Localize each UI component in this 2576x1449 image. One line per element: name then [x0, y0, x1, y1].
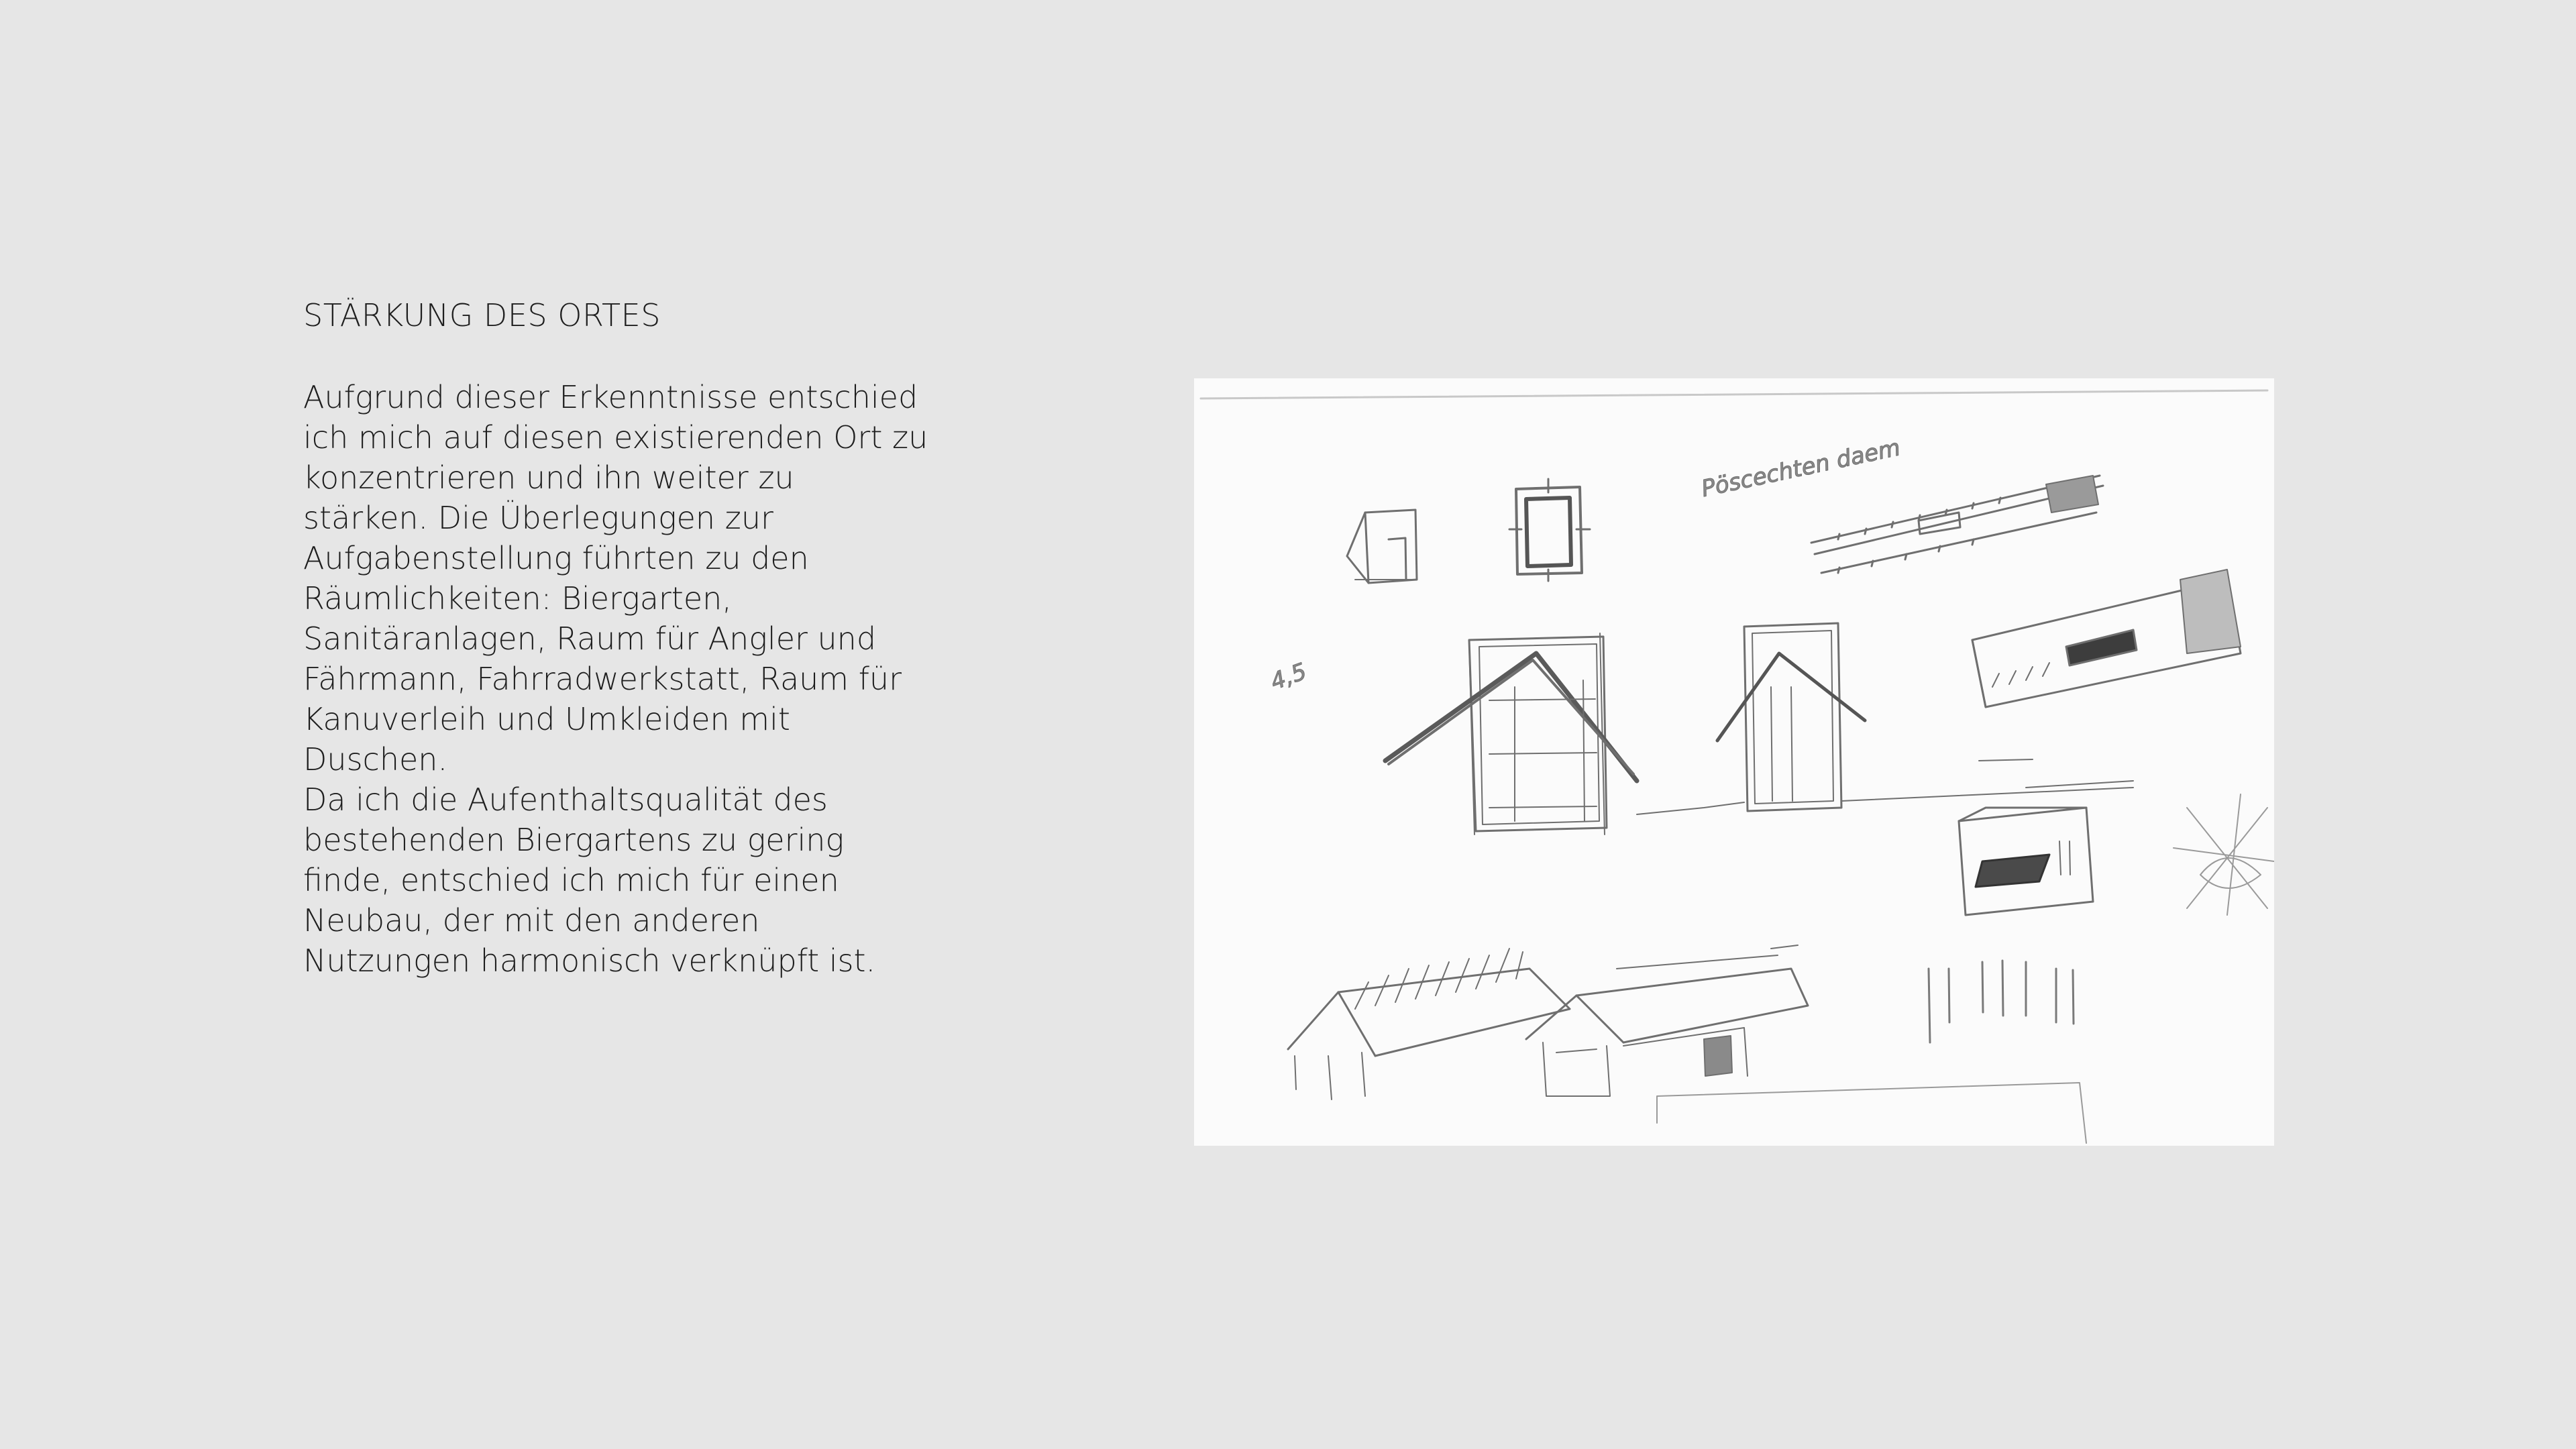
body-line: konzentrieren und ihn weiter zu	[303, 460, 794, 496]
body-line: Nutzungen harmonisch verknüpft ist.	[303, 943, 876, 979]
body-line: Sanitäranlagen, Raum für Angler und	[303, 621, 877, 657]
body-line: Duschen.	[303, 741, 448, 777]
sketch-star-scribble	[2174, 794, 2274, 915]
sketch-elevation-middle	[1717, 623, 1865, 811]
sketch-margin-note: 4,5	[1267, 657, 1311, 696]
body-line: ich mich auf diesen existierenden Ort zu	[303, 419, 928, 455]
body-line: Neubau, der mit den anderen	[303, 902, 760, 938]
sketch-barn-lower-left	[1288, 949, 1570, 1099]
sketch-handwritten-note: Pöscechten daem	[1699, 434, 1903, 503]
sketch-cube-small	[1347, 510, 1417, 583]
body-line: Da ich die Aufenthaltsqualität des	[303, 782, 828, 818]
body-line: bestehenden Biergartens zu gering	[303, 822, 845, 858]
body-line: Räumlichkeiten: Biergarten,	[303, 580, 732, 616]
sketch-box-right	[1972, 570, 2241, 707]
body-line: Aufgabenstellung führten zu den	[303, 540, 809, 576]
sketch-long-plan	[1811, 476, 2103, 573]
body-line: Aufgrund dieser Erkenntnisse entschied	[303, 379, 918, 415]
body-line: finde, entschied ich mich für einen	[303, 862, 839, 898]
sketch-elevation-left	[1385, 633, 1637, 835]
sketch-drawing	[1194, 378, 2274, 1146]
body-line: Kanuverleih und Umkleiden mit	[303, 701, 790, 737]
section-heading: STÄRKUNG DES ORTES	[303, 297, 661, 333]
body-line: stärken. Die Überlegungen zur	[303, 500, 773, 536]
body-text	[303, 377, 928, 981]
pencil-sketch-image	[1194, 378, 2274, 1146]
sketch-hatch-lines	[1929, 961, 2074, 1042]
text-column	[303, 295, 928, 981]
sketch-plan-square	[1509, 479, 1590, 581]
sketch-building-lower	[1526, 945, 1808, 1096]
sketch-box-lower	[1959, 808, 2093, 915]
body-line: Fährmann, Fahrradwerkstatt, Raum für	[303, 661, 902, 697]
